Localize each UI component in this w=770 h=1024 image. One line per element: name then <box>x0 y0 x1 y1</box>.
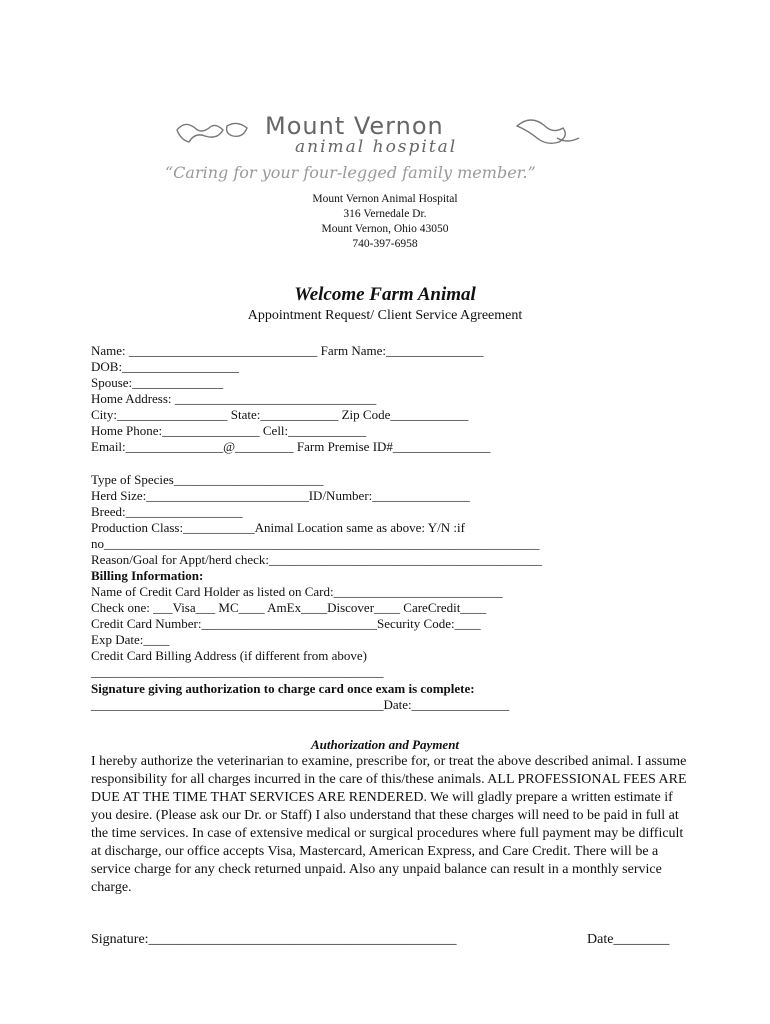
authorization-heading: Authorization and Payment <box>310 737 460 752</box>
authorization-body: I hereby authorize the veterinarian to examine, prescribe for, or treat the above described animal. I assume responsibility for all charges incurred in the care of this/these animals. ALL PROFESSIONAL FEES ARE DUE AT THE TIME THAT SERVICES ARE RENDERED. We will gladly prepare a written estimate if you desire. (Please ask our Dr. or Staff) I also understand that these charges will need to be paid in full at the time services. In case of extensive medical or surgical procedures where full payment may be difficult at discharge, our office accepts Visa, Mastercard, American Express, and Care Credit. There will be a service charge for any check returned unpaid. Also any unpaid balance can result in a monthly service charge. <box>91 754 687 895</box>
card-authorization-label: Signature giving authorization to charge card once exam is complete: <box>91 681 475 696</box>
hospital-logo <box>165 108 605 188</box>
field-breed[interactable]: Breed:__________________ <box>91 504 243 519</box>
clinic-city: Mount Vernon, Ohio 43050 <box>321 223 449 235</box>
logo-name-line1: Mount Vernon <box>265 112 444 140</box>
form-title: Welcome Farm Animal <box>294 284 476 305</box>
field-exp-date[interactable]: Exp Date:____ <box>91 632 170 647</box>
clinic-address-block <box>0 192 770 252</box>
field-card-type[interactable]: Check one: ___Visa___ MC____ AmEx____Discover____ CareCredit____ <box>91 600 487 615</box>
billing-heading: Billing Information: <box>91 568 204 583</box>
field-location-no[interactable]: no___________________________________________________________________ <box>91 536 540 551</box>
field-card-holder[interactable]: Name of Credit Card Holder as listed on Card:__________________________ <box>91 584 503 599</box>
field-production-class[interactable]: Production Class:___________Animal Location same as above: Y/N :if <box>91 520 465 535</box>
clinic-phone: 740-397-6958 <box>352 238 418 250</box>
signature-field[interactable]: Signature:____________________________________________ <box>91 932 457 947</box>
clinic-name: Mount Vernon Animal Hospital <box>312 193 458 205</box>
clinic-street: 316 Vernedale Dr. <box>343 208 427 220</box>
field-home-address[interactable]: Home Address: _______________________________ <box>91 391 377 406</box>
logo-tagline: “Caring for your four-legged family member.” <box>165 163 536 182</box>
signature-date-field[interactable]: Date________ <box>587 932 670 947</box>
field-spouse[interactable]: Spouse:______________ <box>91 375 224 390</box>
logo-name-line2: animal hospital <box>295 137 458 157</box>
field-dob[interactable]: DOB:__________________ <box>91 359 240 374</box>
field-email-premise[interactable]: Email:_______________@_________ Farm Premise ID#_______________ <box>91 439 491 454</box>
field-city-state-zip[interactable]: City:_________________ State:____________ Zip Code____________ <box>91 407 469 422</box>
field-herd-size[interactable]: Herd Size:_________________________ID/Number:_______________ <box>91 488 470 503</box>
field-reason[interactable]: Reason/Goal for Appt/herd check:__________________________________________ <box>91 552 542 567</box>
field-phones[interactable]: Home Phone:_______________ Cell:____________ <box>91 423 367 438</box>
animal-silhouettes-left-icon <box>177 124 223 142</box>
field-card-signature-date[interactable]: _____________________________________________Date:_______________ <box>91 697 510 712</box>
field-name-farm[interactable]: Name: _____________________________ Farm Name:_______________ <box>91 343 484 358</box>
field-species[interactable]: Type of Species_______________________ <box>91 472 324 487</box>
field-card-number[interactable]: Credit Card Number:___________________________Security Code:____ <box>91 616 481 631</box>
form-subtitle: Appointment Request/ Client Service Agreement <box>247 308 523 323</box>
field-billing-address-label: Credit Card Billing Address (if different from above) <box>91 648 367 663</box>
field-billing-address[interactable]: _____________________________________________ <box>91 664 384 679</box>
animal-silhouettes-right-icon <box>517 120 565 143</box>
